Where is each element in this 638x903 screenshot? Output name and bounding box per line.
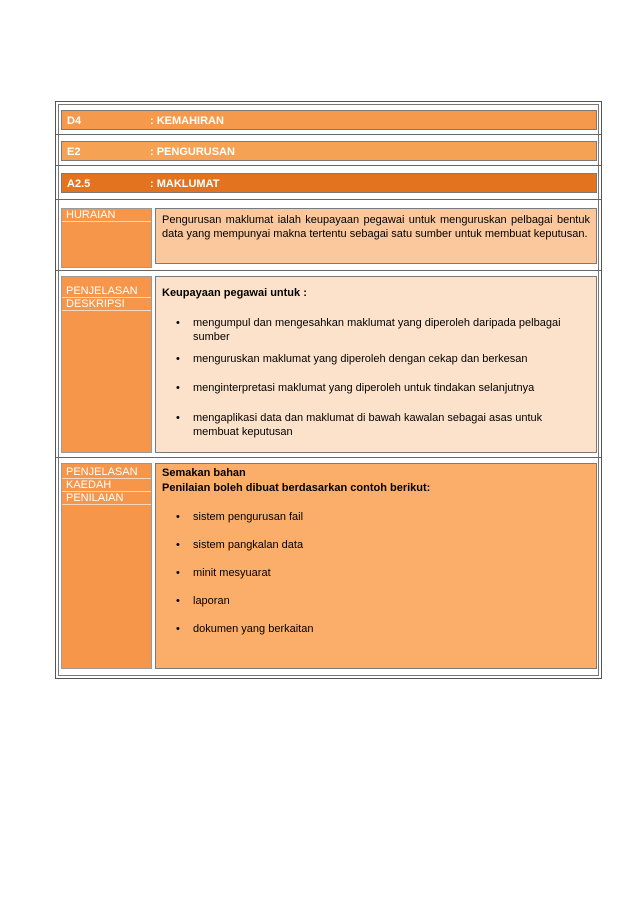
- row-separator: [56, 270, 601, 271]
- bullet-icon: •: [176, 595, 180, 607]
- header-code: E2: [67, 146, 81, 158]
- row-separator: [56, 134, 601, 135]
- list-item-text: menginterpretasi maklumat yang diperoleh untuk tindakan selanjutnya: [193, 382, 535, 394]
- huraian-label: HURAIAN: [62, 209, 151, 222]
- header-title: : KEMAHIRAN: [150, 115, 224, 127]
- list-item-text: laporan: [193, 595, 230, 607]
- header-row-a25: [61, 173, 597, 193]
- list-item-text: minit mesyuarat: [193, 567, 271, 579]
- penilaian-heading-2: Penilaian boleh dibuat berdasarkan contoh berikut:: [162, 482, 431, 494]
- header-code: A2.5: [67, 178, 91, 190]
- bullet-icon: •: [176, 623, 180, 635]
- bullet-icon: •: [176, 317, 180, 329]
- header-title: : PENGURUSAN: [150, 146, 235, 158]
- penilaian-label-line-1: PENJELASAN: [62, 466, 151, 479]
- bullet-icon: •: [176, 511, 180, 523]
- deskripsi-label-line-1: PENJELASAN: [62, 285, 151, 298]
- header-row-e2: [61, 141, 597, 161]
- penilaian-label-line-3: PENILAIAN: [62, 492, 151, 505]
- bullet-icon: •: [176, 539, 180, 551]
- list-item-text: sistem pangkalan data: [193, 539, 304, 551]
- deskripsi-label-line-2: DESKRIPSI: [62, 298, 151, 311]
- bullet-icon: •: [176, 353, 180, 365]
- row-separator: [56, 165, 601, 166]
- row-separator: [56, 199, 601, 200]
- penilaian-label-line-2: KAEDAH: [62, 479, 151, 492]
- list-item-text: menguruskan maklumat yang diperoleh dengan cekap dan berkesan: [193, 353, 528, 365]
- huraian-label-cell: [61, 208, 152, 268]
- header-code: D4: [67, 115, 82, 127]
- deskripsi-content-cell: [155, 276, 597, 453]
- penilaian-label-cell: [61, 463, 152, 669]
- list-item-text: dokumen yang berkaitan: [193, 623, 314, 635]
- deskripsi-intro: Keupayaan pegawai untuk :: [162, 287, 307, 299]
- header-row-d4: [61, 110, 597, 130]
- deskripsi-label-cell: [61, 276, 152, 453]
- header-title: : MAKLUMAT: [150, 178, 220, 190]
- bullet-icon: •: [176, 567, 180, 579]
- penilaian-content-cell: [155, 463, 597, 669]
- bullet-icon: •: [176, 382, 180, 394]
- list-item-text: mengumpul dan mengesahkan maklumat yang diperoleh daripada pelbagai sumber: [193, 317, 561, 343]
- row-separator: [56, 457, 601, 458]
- bullet-icon: •: [176, 412, 180, 424]
- list-item-text: mengaplikasi data dan maklumat di bawah kawalan sebagai asas untuk membuat keputusan: [193, 412, 543, 438]
- huraian-text: Pengurusan maklumat ialah keupayaan pegawai untuk menguruskan pelbagai bentuk data yang mempunyai makna tertentu sebagai satu sumber untuk membuat keputusan.: [162, 214, 590, 240]
- penilaian-heading-1: Semakan bahan: [162, 467, 246, 479]
- huraian-content-cell: [155, 208, 597, 264]
- list-item-text: sistem pengurusan fail: [193, 511, 304, 523]
